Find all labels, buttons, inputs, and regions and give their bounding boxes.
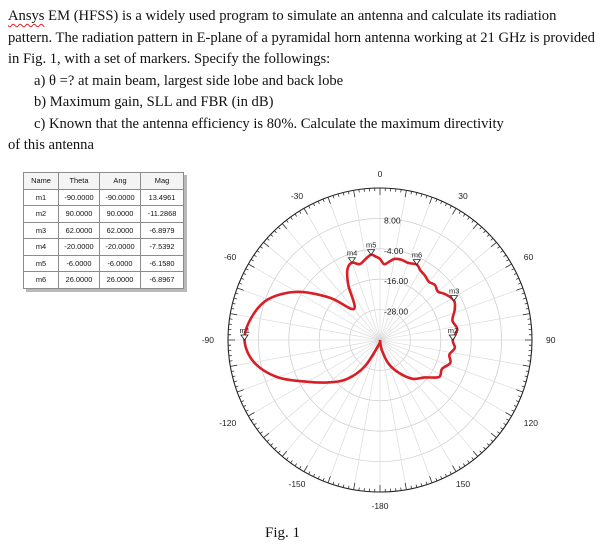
angle-tick <box>248 413 254 417</box>
angle-tick <box>243 273 246 274</box>
angle-tick <box>237 288 244 290</box>
angle-tick <box>295 214 297 216</box>
angle-tick-label: 150 <box>455 478 471 489</box>
angle-tick <box>286 220 288 222</box>
angle-tick <box>246 410 249 411</box>
angle-tick <box>282 451 286 456</box>
angle-tick <box>506 259 509 261</box>
marker-label: m2 <box>447 326 459 335</box>
angle-tick <box>309 472 310 475</box>
angle-tick <box>441 201 442 204</box>
angle-tick <box>523 381 526 382</box>
angle-tick-label: 90 <box>546 335 556 345</box>
angle-tick <box>463 464 465 466</box>
angle-tick <box>445 474 446 477</box>
angle-tick <box>246 269 249 270</box>
angle-tick <box>473 451 477 456</box>
table-cell: m4 <box>24 239 59 256</box>
angle-tick <box>333 195 334 198</box>
angle-tick <box>328 197 330 204</box>
angle-tick <box>286 457 288 459</box>
angle-tick <box>512 269 515 270</box>
table-cell: 26.0000 <box>100 272 141 289</box>
angle-tick <box>309 206 310 209</box>
angle-tick <box>523 314 530 315</box>
angle-tick <box>260 432 262 434</box>
radial-tick-label: 8.00 <box>384 215 401 226</box>
marker-triangle <box>241 335 248 340</box>
question-intro-text: EM (HFSS) is a widely used program to simulate an antenna and calculate its radiation pattern. The radiation pattern in E-plane of a pyramidal horn antenna working at 21 GHz is provided in Fig. 1, with a set of markers. Specify the followings: <box>8 8 595 67</box>
table-cell: -6.0000 <box>59 255 100 272</box>
angle-tick <box>484 231 486 233</box>
table-header-ang: Ang <box>100 173 141 190</box>
angle-tick <box>491 238 493 240</box>
angle-tick <box>416 193 417 196</box>
angle-tick <box>338 194 339 197</box>
angle-tick <box>501 251 503 253</box>
table-cell: -20.0000 <box>100 239 141 256</box>
angle-tick <box>480 227 482 229</box>
angle-tick <box>318 476 319 479</box>
angle-tick <box>468 461 470 463</box>
angle-tick <box>278 451 280 453</box>
angle-tick <box>436 199 437 202</box>
angle-tick <box>459 211 461 214</box>
angle-tick <box>233 303 236 304</box>
angle-tick-label: -150 <box>288 478 306 489</box>
angle-tick <box>523 365 530 366</box>
angle-tick <box>251 259 254 261</box>
angle-tick <box>274 231 276 233</box>
angle-tick <box>416 485 417 488</box>
angle-tick <box>441 476 442 479</box>
spellcheck-word: Ansys <box>8 8 45 24</box>
angle-tick <box>518 396 521 397</box>
radial-tick-label: -4.00 <box>384 245 404 256</box>
part-c: c) Known that the antenna efficiency is 80%. Calculate the maximum directivity <box>34 115 504 132</box>
angle-tick <box>453 208 457 214</box>
figure-caption: Fig. 1 <box>265 525 301 541</box>
angle-tick <box>264 242 269 246</box>
marker-label: m4 <box>346 248 358 258</box>
angle-tick <box>472 457 474 459</box>
table-cell: 90.0000 <box>59 206 100 223</box>
table-cell: 90.0000 <box>100 206 141 223</box>
angle-tick <box>504 423 506 425</box>
angle-tick <box>506 264 512 268</box>
angle-tick <box>450 206 451 209</box>
angle-tick <box>234 381 237 382</box>
table-cell: -7.5392 <box>141 239 184 256</box>
angle-tick-label: 30 <box>458 191 468 202</box>
part-b: b) Maximum gain, SLL and FBR (in dB) <box>34 94 274 110</box>
angle-tick <box>254 423 256 425</box>
angle-tick <box>445 203 446 206</box>
angle-tick-label: -30 <box>290 191 304 202</box>
angle-tick <box>230 314 237 315</box>
marker-triangle <box>449 335 456 340</box>
marker-label: m5 <box>366 240 377 250</box>
marker-label: m1 <box>239 326 250 335</box>
angle-tick <box>313 474 314 477</box>
angle-tick <box>333 482 334 485</box>
angle-tick <box>421 483 422 486</box>
table-cell: 26.0000 <box>59 272 100 289</box>
angle-tick <box>506 413 512 417</box>
angle-tick <box>487 234 489 236</box>
angle-tick <box>338 483 339 486</box>
angle-tick <box>354 483 355 490</box>
angle-tick <box>241 278 244 279</box>
angle-tick <box>426 195 427 198</box>
angle-tick-label: -120 <box>219 418 237 428</box>
angle-tick <box>260 246 262 248</box>
angle-tick <box>233 376 236 377</box>
table-cell: m3 <box>24 222 59 239</box>
angle-tick <box>436 478 437 481</box>
angle-tick <box>271 234 273 236</box>
angle-tick <box>257 428 259 430</box>
angle-tick <box>267 440 269 442</box>
table-cell: -90.0000 <box>100 189 141 206</box>
angle-tick-label: 60 <box>523 252 534 262</box>
angle-tick <box>430 197 432 204</box>
angle-tick <box>230 365 237 366</box>
angle-tick <box>480 451 482 453</box>
angle-tick <box>450 472 451 475</box>
angle-tick <box>239 396 242 397</box>
angle-tick <box>472 220 474 222</box>
angle-tick <box>282 224 286 229</box>
angle-tick <box>501 428 503 430</box>
angle-tick <box>514 273 517 274</box>
angle-tick <box>459 466 461 469</box>
angle-tick <box>254 255 256 257</box>
table-cell: -6.0000 <box>100 255 141 272</box>
angle-tick <box>257 251 259 253</box>
angle-tick <box>426 482 427 485</box>
angle-tick-label: 0 <box>377 169 383 179</box>
angle-tick <box>522 386 525 387</box>
angle-tick <box>487 444 489 446</box>
angle-tick <box>491 433 496 437</box>
table-cell: m2 <box>24 206 59 223</box>
table-cell: 62.0000 <box>59 222 100 239</box>
angle-tick <box>323 478 324 481</box>
angle-tick <box>497 432 499 434</box>
radial-tick-label: -16.00 <box>384 276 409 287</box>
table-cell: m1 <box>24 189 59 206</box>
angle-tick <box>343 193 344 196</box>
table-cell: -11.2868 <box>141 206 184 223</box>
angle-tick <box>405 190 406 197</box>
angle-tick <box>241 401 244 402</box>
angle-tick <box>291 217 293 219</box>
angle-tick <box>328 476 330 483</box>
angle-tick <box>237 390 244 392</box>
angle-tick <box>473 224 477 229</box>
angle-tick <box>491 440 493 442</box>
angle-tick <box>468 217 470 219</box>
angle-tick <box>516 401 519 402</box>
angle-tick <box>274 447 276 449</box>
table-cell: m5 <box>24 255 59 272</box>
table-cell: -6.8979 <box>141 222 184 239</box>
radial-tick-label: -28.00 <box>384 306 409 317</box>
table-cell: -6.1580 <box>141 255 184 272</box>
angle-tick <box>299 466 301 469</box>
angle-tick <box>516 288 523 290</box>
angle-tick <box>343 485 344 488</box>
angle-tick <box>248 264 254 268</box>
part-c-continuation: of this antenna <box>8 137 94 153</box>
angle-tick-label: -60 <box>223 252 237 262</box>
angle-tick <box>235 386 238 387</box>
angle-tick <box>506 419 509 421</box>
angle-tick <box>463 214 465 216</box>
angle-tick <box>318 201 319 204</box>
angle-tick <box>234 298 237 299</box>
part-a: a) θ =? at main beam, largest side lobe and back lobe <box>34 72 344 89</box>
angle-tick <box>235 293 238 294</box>
angle-tick <box>304 466 308 472</box>
angle-tick <box>405 483 406 490</box>
angle-tick <box>484 447 486 449</box>
table-cell: 13.4961 <box>141 189 184 206</box>
table-cell: m6 <box>24 272 59 289</box>
angle-tick <box>516 278 519 279</box>
angle-tick-label: -90 <box>201 335 214 345</box>
angle-tick <box>491 242 496 246</box>
angle-tick-label: 120 <box>523 418 538 428</box>
angle-tick <box>267 238 269 240</box>
angle-tick <box>354 190 355 197</box>
angle-tick <box>504 255 506 257</box>
table-header-theta: Theta <box>59 173 100 190</box>
angle-tick <box>430 476 432 483</box>
angle-tick <box>518 283 521 284</box>
angle-tick <box>525 376 528 377</box>
angle-tick <box>304 208 308 214</box>
table-cell: -90.0000 <box>59 189 100 206</box>
angle-tick <box>291 461 293 463</box>
angle-tick-label: -180 <box>371 501 389 511</box>
table-cell: -6.8967 <box>141 272 184 289</box>
angle-tick <box>512 410 515 411</box>
angle-tick <box>522 293 525 294</box>
angle-tick <box>278 227 280 229</box>
angle-tick <box>295 464 297 466</box>
marker-label: m6 <box>411 250 423 260</box>
angle-tick <box>323 199 324 202</box>
table-cell: -20.0000 <box>59 239 100 256</box>
angle-tick <box>251 419 254 421</box>
table-header-mag: Mag <box>141 173 184 190</box>
angle-tick <box>421 194 422 197</box>
angle-tick <box>497 246 499 248</box>
pattern-curve <box>244 255 460 383</box>
angle-tick <box>243 405 246 406</box>
angle-tick <box>523 298 526 299</box>
angle-tick <box>264 433 269 437</box>
table-header-name: Name <box>24 173 59 190</box>
angle-tick <box>271 444 273 446</box>
marker-label: m3 <box>449 286 460 296</box>
angle-tick <box>514 405 517 406</box>
angle-tick <box>525 303 528 304</box>
angle-tick <box>299 211 301 214</box>
table-cell: 62.0000 <box>100 222 141 239</box>
angle-tick <box>239 283 242 284</box>
angle-tick <box>313 203 314 206</box>
angle-tick <box>516 390 523 392</box>
angle-tick <box>453 466 457 472</box>
